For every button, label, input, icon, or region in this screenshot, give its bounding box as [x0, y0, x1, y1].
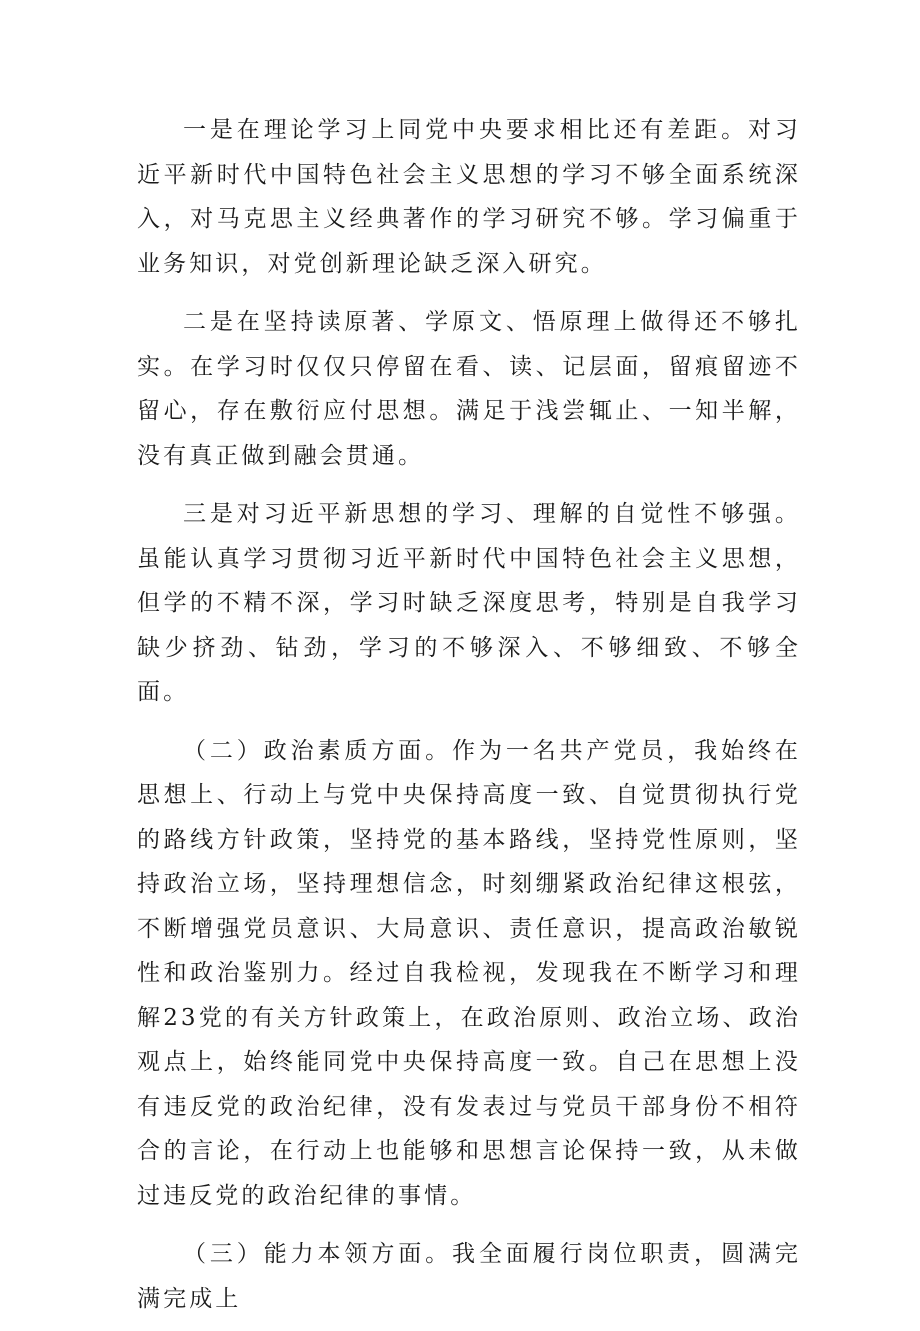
paragraph-self-awareness: 三是对习近平新思想的学习、理解的自觉性不够强。虽能认真学习贯彻习近平新时代中国特色社会主义思想，但学的不精不深，学习时缺乏深度思考，特别是自我学习缺少挤劲、钻劲，学习的不够深入、不够细致、不够全面。	[137, 501, 801, 705]
paragraph-ability: （三）能力本领方面。我全面履行岗位职责，圆满完满完成上	[137, 1241, 801, 1312]
document-body	[137, 108, 801, 1331]
paragraph-reading-originals: 二是在坚持读原著、学原文、悟原理上做得还不够扎实。在学习时仅仅只停留在看、读、记层面，留痕留迹不留心，存在敷衍应付思想。满足于浅尝辄止、一知半解，没有真正做到融会贯通。	[137, 309, 801, 469]
paragraph-theory-study: 一是在理论学习上同党中央要求相比还有差距。对习近平新时代中国特色社会主义思想的学习不够全面系统深入，对马克思主义经典著作的学习研究不够。学习偏重于业务知识，对党创新理论缺乏深入研究。	[137, 117, 801, 277]
paragraph-political-quality: （二）政治素质方面。作为一名共产党员，我始终在思想上、行动上与党中央保持高度一致、自觉贯彻执行党的路线方针政策，坚持党的基本路线，坚持党性原则，坚持政治立场，坚持理想信念，时刻绷紧政治纪律这根弦，不断增强党员意识、大局意识、责任意识，提高政治敏锐性和政治鉴别力。经过自我检视，发现我在不断学习和理解23党的有关方针政策上，在政治原则、政治立场、政治观点上，始终能同党中央保持高度一致。自己在思想上没有违反党的政治纪律，没有发表过与党员干部身份不相符合的言论，在行动上也能够和思想言论保持一致，从未做过违反党的政治纪律的事情。	[137, 737, 801, 1209]
